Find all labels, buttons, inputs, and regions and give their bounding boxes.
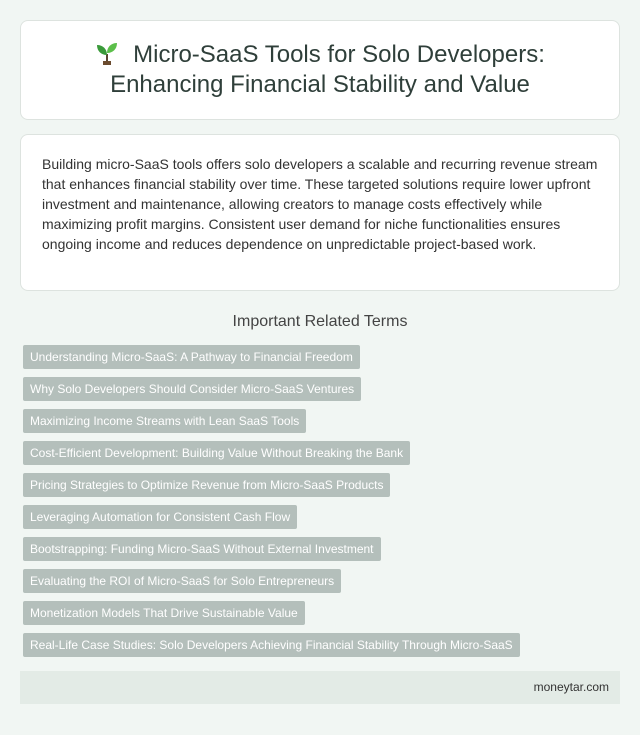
footer: [20, 671, 620, 704]
related-term-tag[interactable]: Leveraging Automation for Consistent Cash Flow: [23, 505, 297, 529]
related-term-tag[interactable]: Why Solo Developers Should Consider Micro-SaaS Ventures: [23, 377, 361, 401]
related-term-tag[interactable]: Understanding Micro-SaaS: A Pathway to Financial Freedom: [23, 345, 360, 369]
related-term-tag[interactable]: Real-Life Case Studies: Solo Developers Achieving Financial Stability Through Micro-SaaS: [23, 633, 520, 657]
related-term-tag[interactable]: Bootstrapping: Funding Micro-SaaS Without External Investment: [23, 537, 381, 561]
description-card: [20, 134, 620, 291]
related-term-tag[interactable]: Pricing Strategies to Optimize Revenue from Micro-SaaS Products: [23, 473, 390, 497]
description-text: Building micro-SaaS tools offers solo developers a scalable and recurring revenue stream that enhances financial stability over time. These targeted solutions require lower upfront investment and maintenance, allowing creators to manage costs effectively while maximizing profit margins. Consistent user demand for niche functionalities ensures ongoing income and reduces dependence on unpredictable project-based work.: [42, 156, 598, 252]
footer-site-link[interactable]: moneytar.com: [533, 680, 609, 694]
related-terms-heading: Important Related Terms: [232, 313, 408, 330]
related-term-tag[interactable]: Maximizing Income Streams with Lean SaaS Tools: [23, 409, 306, 433]
title-card: [20, 20, 620, 120]
related-term-tag[interactable]: Monetization Models That Drive Sustainable Value: [23, 601, 305, 625]
page-title: [70, 40, 570, 100]
related-term-tag[interactable]: Cost-Efficient Development: Building Value Without Breaking the Bank: [23, 441, 410, 465]
related-terms-list: [23, 345, 520, 665]
related-term-tag[interactable]: Evaluating the ROI of Micro-SaaS for Solo Entrepreneurs: [23, 569, 341, 593]
page-title-text: Micro-SaaS Tools for Solo Developers: Enhancing Financial Stability and Value: [110, 41, 545, 98]
seedling-icon: [95, 41, 119, 65]
